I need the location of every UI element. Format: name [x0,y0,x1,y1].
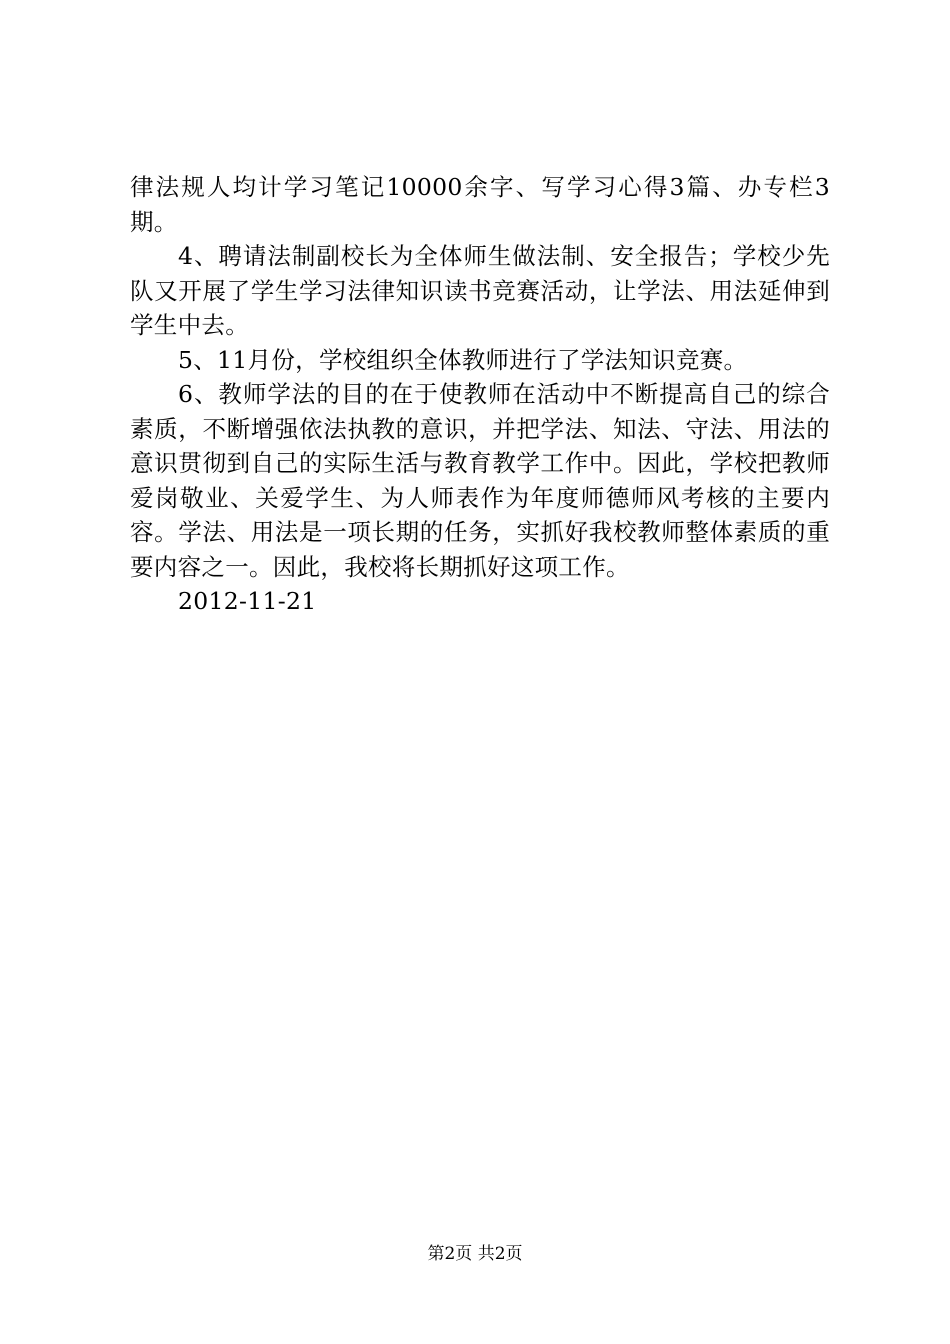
page-footer [0,1243,950,1265]
document-date: 2012-11-21 [178,587,317,615]
paragraph-item-5: 5、11月份，学校组织全体教师进行了学法知识竞赛。 [178,345,748,374]
paragraph-item-6: 6、教师学法的目的在于使教师在活动中不断提高自己的综合素质，不断增强依法执教的意识，并把学法、知法、守法、用法的意识贯彻到自己的实际生活与教育教学工作中。因此，学校把教师爱岗敬业、关爱学生、为人师表作为年度师德师风考核的主要内容。学法、用法是一项长期的任务，实抓好我校教师整体素质的重要内容之一。因此，我校将长期抓好这项工作。 [130,380,830,581]
paragraph-continuation: 律法规人均计学习笔记10000余字、写学习心得3篇、办专栏3期。 [130,173,830,236]
document-body [130,170,830,619]
paragraph-item-4: 4、聘请法制副校长为全体师生做法制、安全报告；学校少先队又开展了学生学习法律知识读书竞赛活动，让学法、用法延伸到学生中去。 [130,242,830,339]
page-number-label: 第2页 共2页 [427,1244,523,1264]
